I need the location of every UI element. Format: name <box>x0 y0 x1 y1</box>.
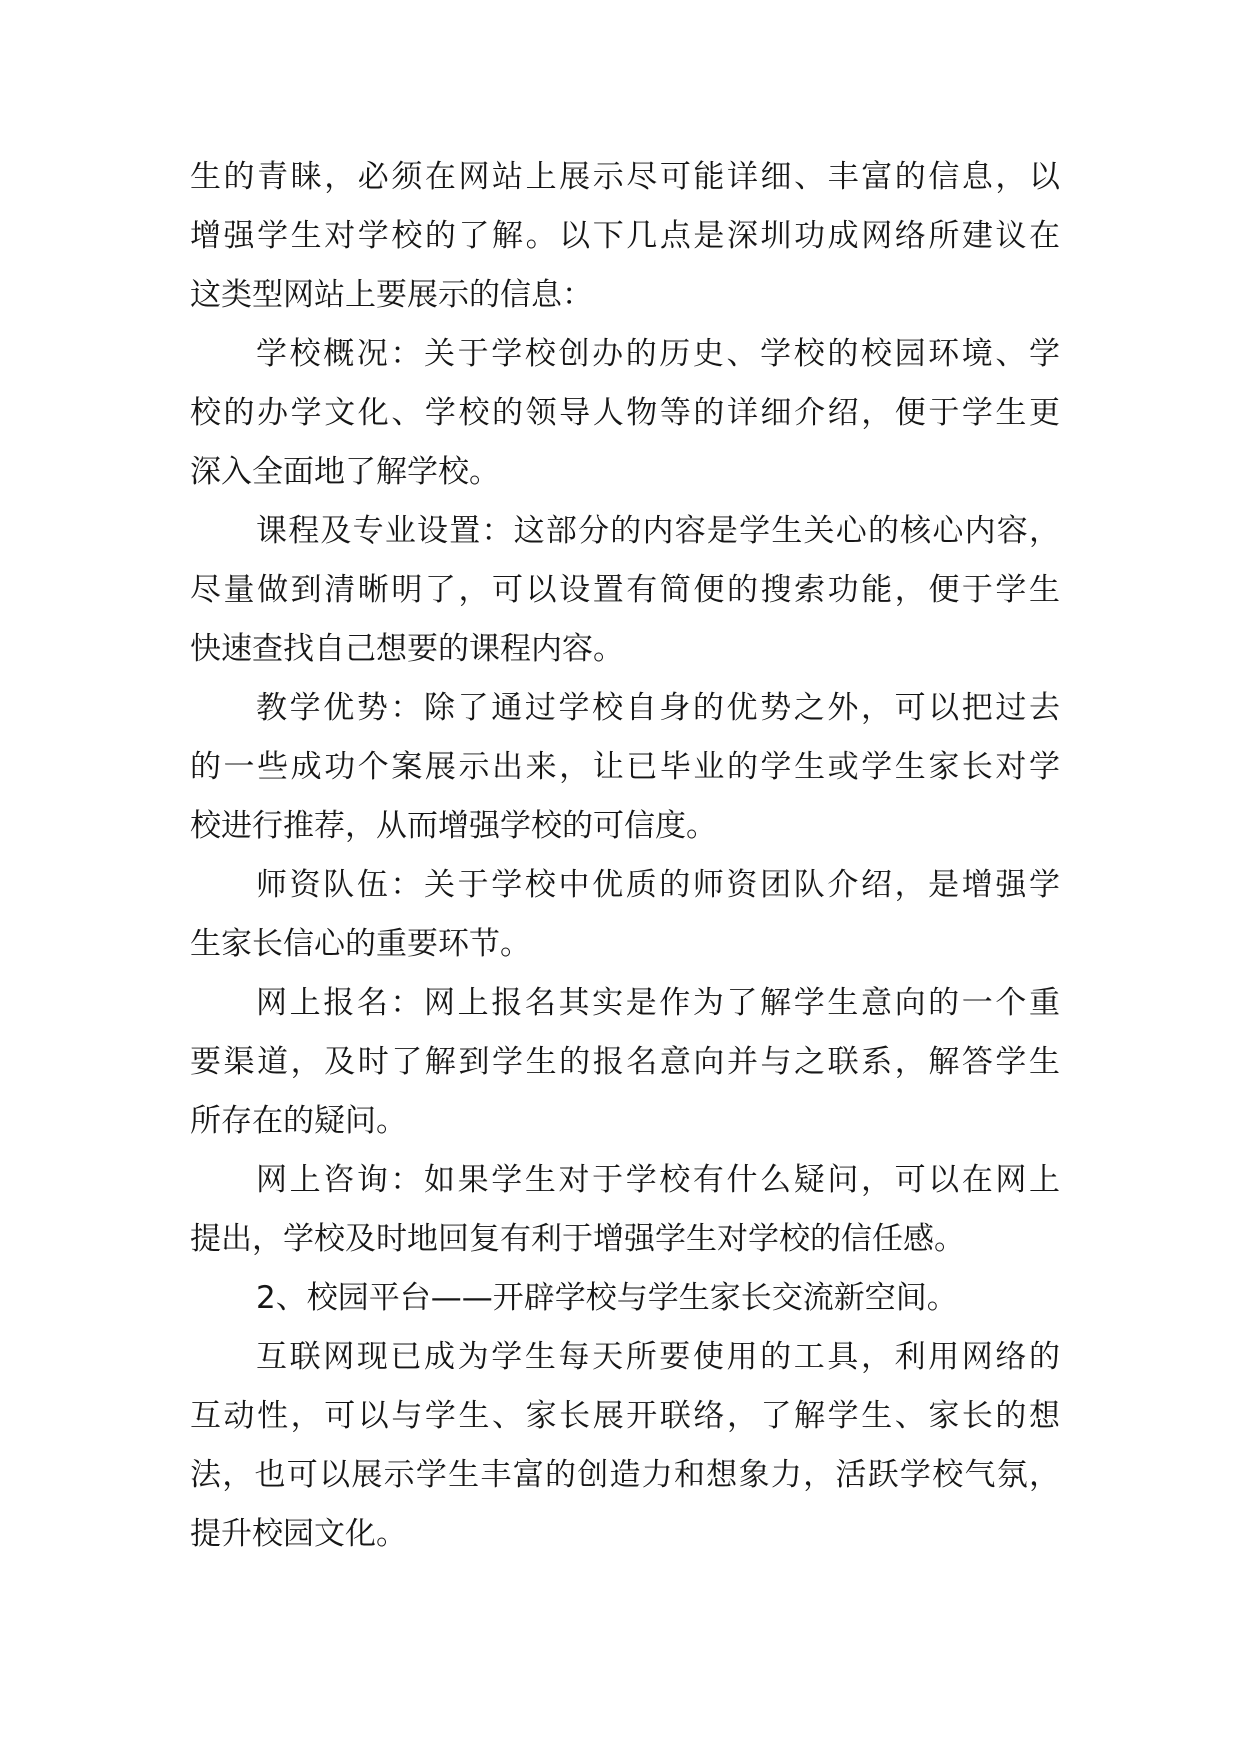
paragraph-teaching-advantages <box>190 688 1060 865</box>
text-line: 提升校园文化。 <box>190 1516 407 1552</box>
text-line: 所存在的疑问。 <box>190 1103 407 1139</box>
paragraph-online-registration <box>190 983 1060 1160</box>
paragraph-online-consultation <box>190 1160 1060 1278</box>
text-line: 快速查找自己想要的课程内容。 <box>190 631 624 667</box>
text-line: 要渠道，及时了解到学生的报名意向并与之联系，解答学生 <box>190 1044 1060 1080</box>
text-line: 增强学生对学校的了解。以下几点是深圳功成网络所建议在 <box>190 218 1060 254</box>
document-body <box>190 157 1060 1573</box>
text-line: 尽量做到清晰明了，可以设置有简便的搜索功能，便于学生 <box>190 572 1060 608</box>
paragraph-faculty <box>190 865 1060 983</box>
paragraph-school-overview <box>190 334 1060 511</box>
text-line: 生家长信心的重要环节。 <box>190 926 531 962</box>
paragraph-courses <box>190 511 1060 688</box>
paragraph-section-heading <box>190 1278 1060 1337</box>
text-line: 这类型网站上要展示的信息： <box>190 277 593 313</box>
text-line: 深入全面地了解学校。 <box>190 454 500 490</box>
text-line: 课程及专业设置：这部分的内容是学生关心的核心内容， <box>256 513 1060 549</box>
text-line: 的一些成功个案展示出来，让已毕业的学生或学生家长对学 <box>190 749 1060 785</box>
text-line: 学校概况：关于学校创办的历史、学校的校园环境、学 <box>256 336 1060 372</box>
section-heading: 2、校园平台——开辟学校与学生家长交流新空间。 <box>256 1280 958 1316</box>
text-line: 提出，学校及时地回复有利于增强学生对学校的信任感。 <box>190 1221 965 1257</box>
text-line: 校的办学文化、学校的领导人物等的详细介绍，便于学生更 <box>190 395 1060 431</box>
paragraph-internet-interaction <box>190 1337 1060 1573</box>
paragraph-intro <box>190 157 1060 334</box>
text-line: 生的青睐，必须在网站上展示尽可能详细、丰富的信息，以 <box>190 159 1060 195</box>
text-line: 互联网现已成为学生每天所要使用的工具，利用网络的 <box>256 1339 1060 1375</box>
text-line: 网上咨询：如果学生对于学校有什么疑问，可以在网上 <box>256 1162 1060 1198</box>
text-line: 法，也可以展示学生丰富的创造力和想象力，活跃学校气氛， <box>190 1457 1060 1493</box>
text-line: 校进行推荐，从而增强学校的可信度。 <box>190 808 717 844</box>
text-line: 网上报名：网上报名其实是作为了解学生意向的一个重 <box>256 985 1060 1021</box>
text-line: 互动性，可以与学生、家长展开联络，了解学生、家长的想 <box>190 1398 1060 1434</box>
text-line: 师资队伍：关于学校中优质的师资团队介绍，是增强学 <box>256 867 1060 903</box>
text-line: 教学优势：除了通过学校自身的优势之外，可以把过去 <box>256 690 1060 726</box>
